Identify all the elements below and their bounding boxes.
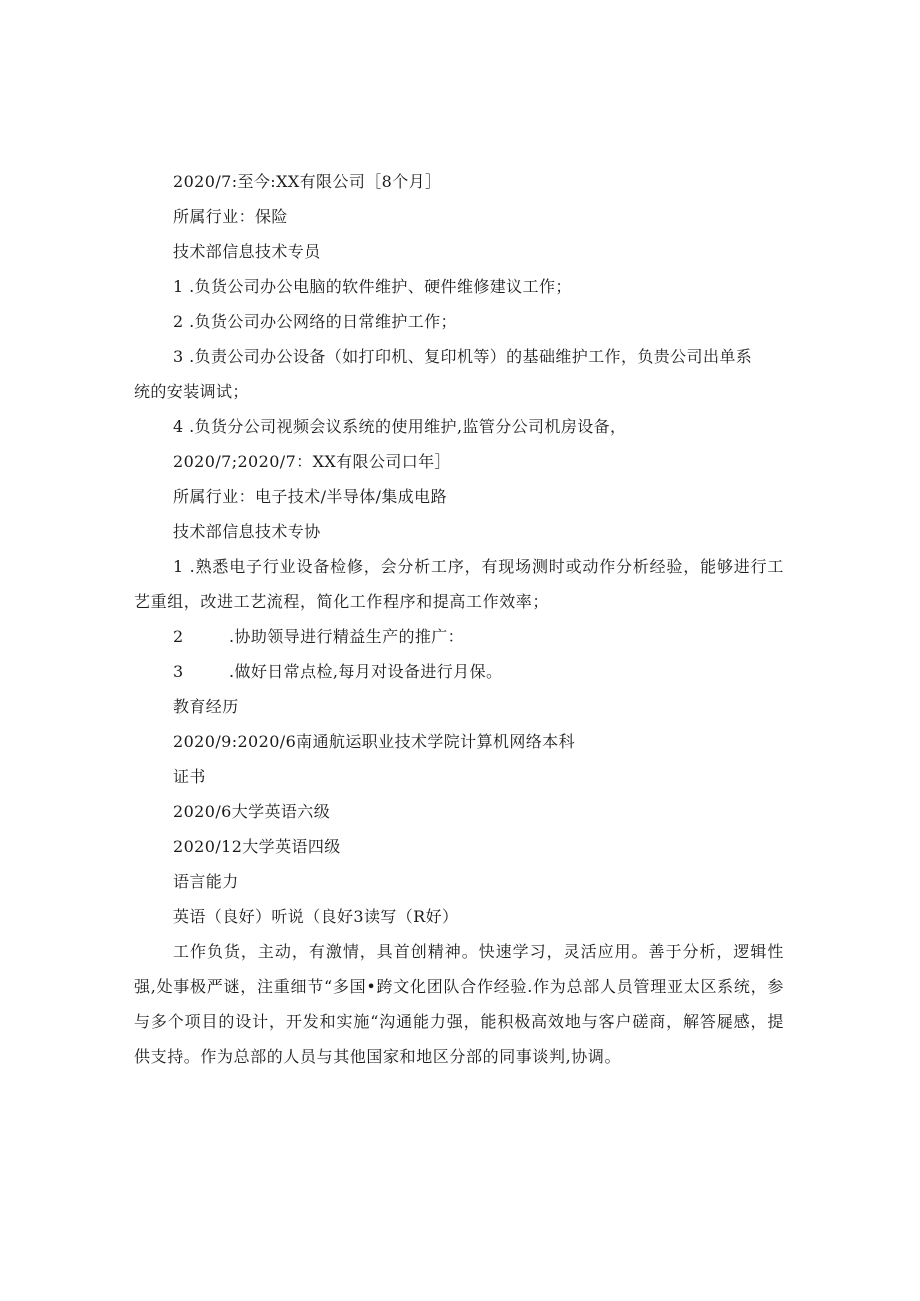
languages-heading: 语言能力: [173, 872, 239, 891]
education-entry: 2020/9:2020/6南通航运职业技术学院计算机网络本科: [173, 732, 575, 751]
certificate-item: 2020/6大学英语六级: [173, 802, 331, 821]
job2-duty-1: 1 .熟悉电子行业设备检修，会分析工序，有现场测时或动作分析经验，能够进行工艺重组，改进工艺流程，简化工作程序和提高工作效率；: [134, 557, 784, 611]
job2-duty-2: [173, 626, 464, 648]
job1-duty-3: 3 .负责公司办公设备（如打印机、复印机等）的基础维护工作，负贵公司出单系: [173, 347, 753, 366]
job2-industry: 所属行业：电子技术/半导体/集成电路: [173, 487, 447, 506]
job2-period: 2020/7;2020/7：XX有限公司口年］: [173, 452, 451, 471]
job1-duty-2: 2 .负货公司办公网络的日常维护工作；: [173, 312, 457, 331]
job1-duty-3-cont: 统的安装调试；: [134, 382, 249, 401]
education-heading: 教育经历: [173, 697, 239, 716]
job2-duty-3-text: .做好日常点检,每月对设备进行月保。: [229, 662, 503, 681]
certificates-heading: 证书: [173, 767, 206, 786]
job1-duty-1: 1 .负货公司办公电脑的软件维护、硬件维修建议工作；: [173, 277, 572, 296]
summary-paragraph: 工作负货，主动，有激情，具首创精神。快速学习，灵活应用。善于分析，逻辑性强,处事极严谜，注重细节“多国•跨文化团队合作经验.作为总部人员管理亚太区系统，参与多个项目的设计，开发和实施“沟通能力强，能积极高效地与客户磋商，解答屣感，提供支持。作为总部的人员与其他国家和地区分部的同事谈判,协调。: [134, 942, 784, 1066]
job1-period: 2020/7:至今:XX有限公司［8个月］: [173, 172, 442, 191]
job1-title: 技术部信息技术专员: [173, 242, 321, 261]
languages-entry: 英语（良好）听说（良好3读写（R好）: [173, 907, 459, 926]
certificate-item: 2020/12大学英语四级: [173, 837, 341, 856]
job1-duty-4: 4 .负货分公司视频会议系统的使用维护,监管分公司机房设备，: [173, 417, 627, 436]
job2-duty-2-number: 2: [173, 627, 184, 646]
job2-duty-2-text: .协助领导进行精益生产的推广：: [229, 627, 465, 646]
job2-title: 技术部信息技术专协: [173, 522, 321, 541]
job2-duty-3-number: 3: [173, 662, 184, 681]
job1-industry: 所属行业：保险: [173, 207, 288, 226]
job2-duty-3: [173, 661, 502, 683]
